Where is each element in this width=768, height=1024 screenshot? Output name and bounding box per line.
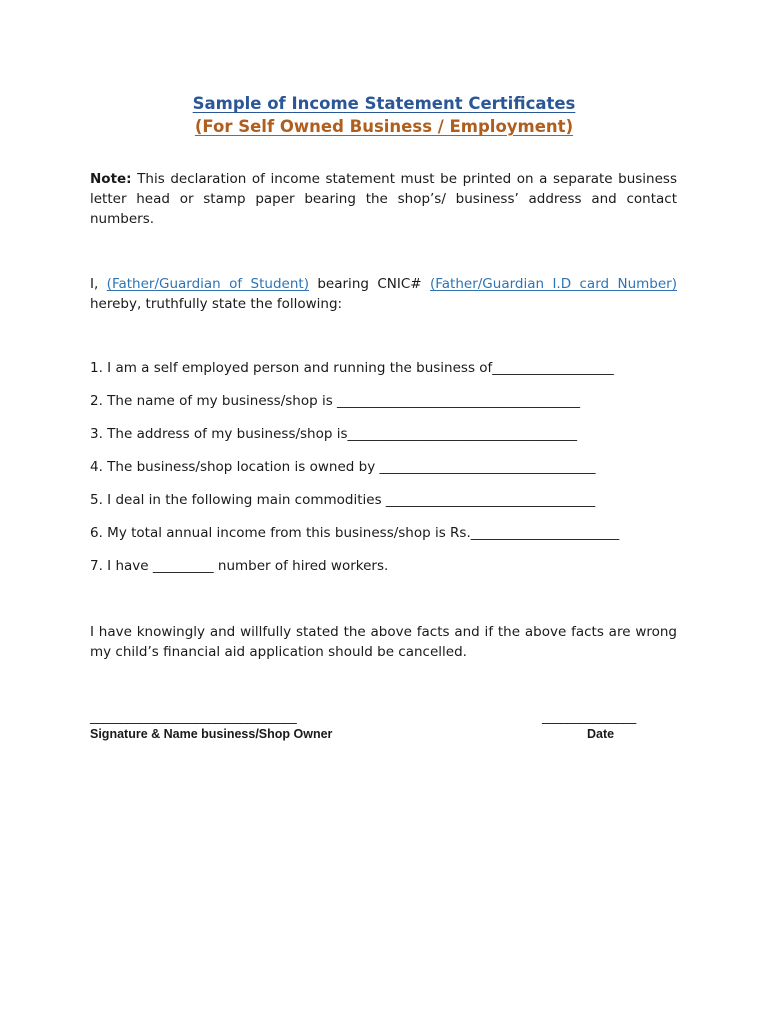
declaration-prefix: I, [90,276,107,292]
statement-item-business: 1. I am a self employed person and running the business of__________________ [90,360,614,376]
document-title: Sample of Income Statement Certificates [192,94,576,113]
statement-item-shop-name: 2. The name of my business/shop is ____________________________________ [90,393,581,409]
cnic-number-placeholder[interactable]: (Father/Guardian I.D card Number) [429,276,677,292]
declaration-paragraph [90,274,677,314]
declaration-middle: bearing CNIC# [308,276,430,292]
statement-item-shop-address: 3. The address of my business/shop is__________________________________ [90,426,578,442]
date-label: Date [587,727,615,741]
statement-item-location-owner: 4. The business/shop location is owned by ________________________________ [90,459,596,475]
signature-line: _________________________________ [90,709,297,725]
statement-item-annual-income: 6. My total annual income from this business/shop is Rs.______________________ [90,525,620,541]
date-line: _______________ [542,709,636,725]
note-text: This declaration of income statement must be printed on a separate business letter head or stamp paper bearing the shop’s/ business’ address and contact numbers. [90,171,677,227]
closing-paragraph: I have knowingly and willfully stated the above facts and if the above facts are wrong my child’s financial aid application should be cancelled. [90,624,677,660]
declaration-suffix: hereby, truthfully state the following: [90,296,343,312]
document-subtitle: (For Self Owned Business / Employment) [194,117,574,136]
note-paragraph [90,169,677,229]
statement-item-hired-workers: 7. I have _________ number of hired workers. [90,558,389,574]
signature-label: Signature & Name business/Shop Owner [90,727,333,741]
guardian-name-placeholder[interactable]: (Father/Guardian of Student) [106,276,309,292]
note-label: Note: [90,171,132,187]
statement-item-commodities: 5. I deal in the following main commodities _______________________________ [90,492,596,508]
